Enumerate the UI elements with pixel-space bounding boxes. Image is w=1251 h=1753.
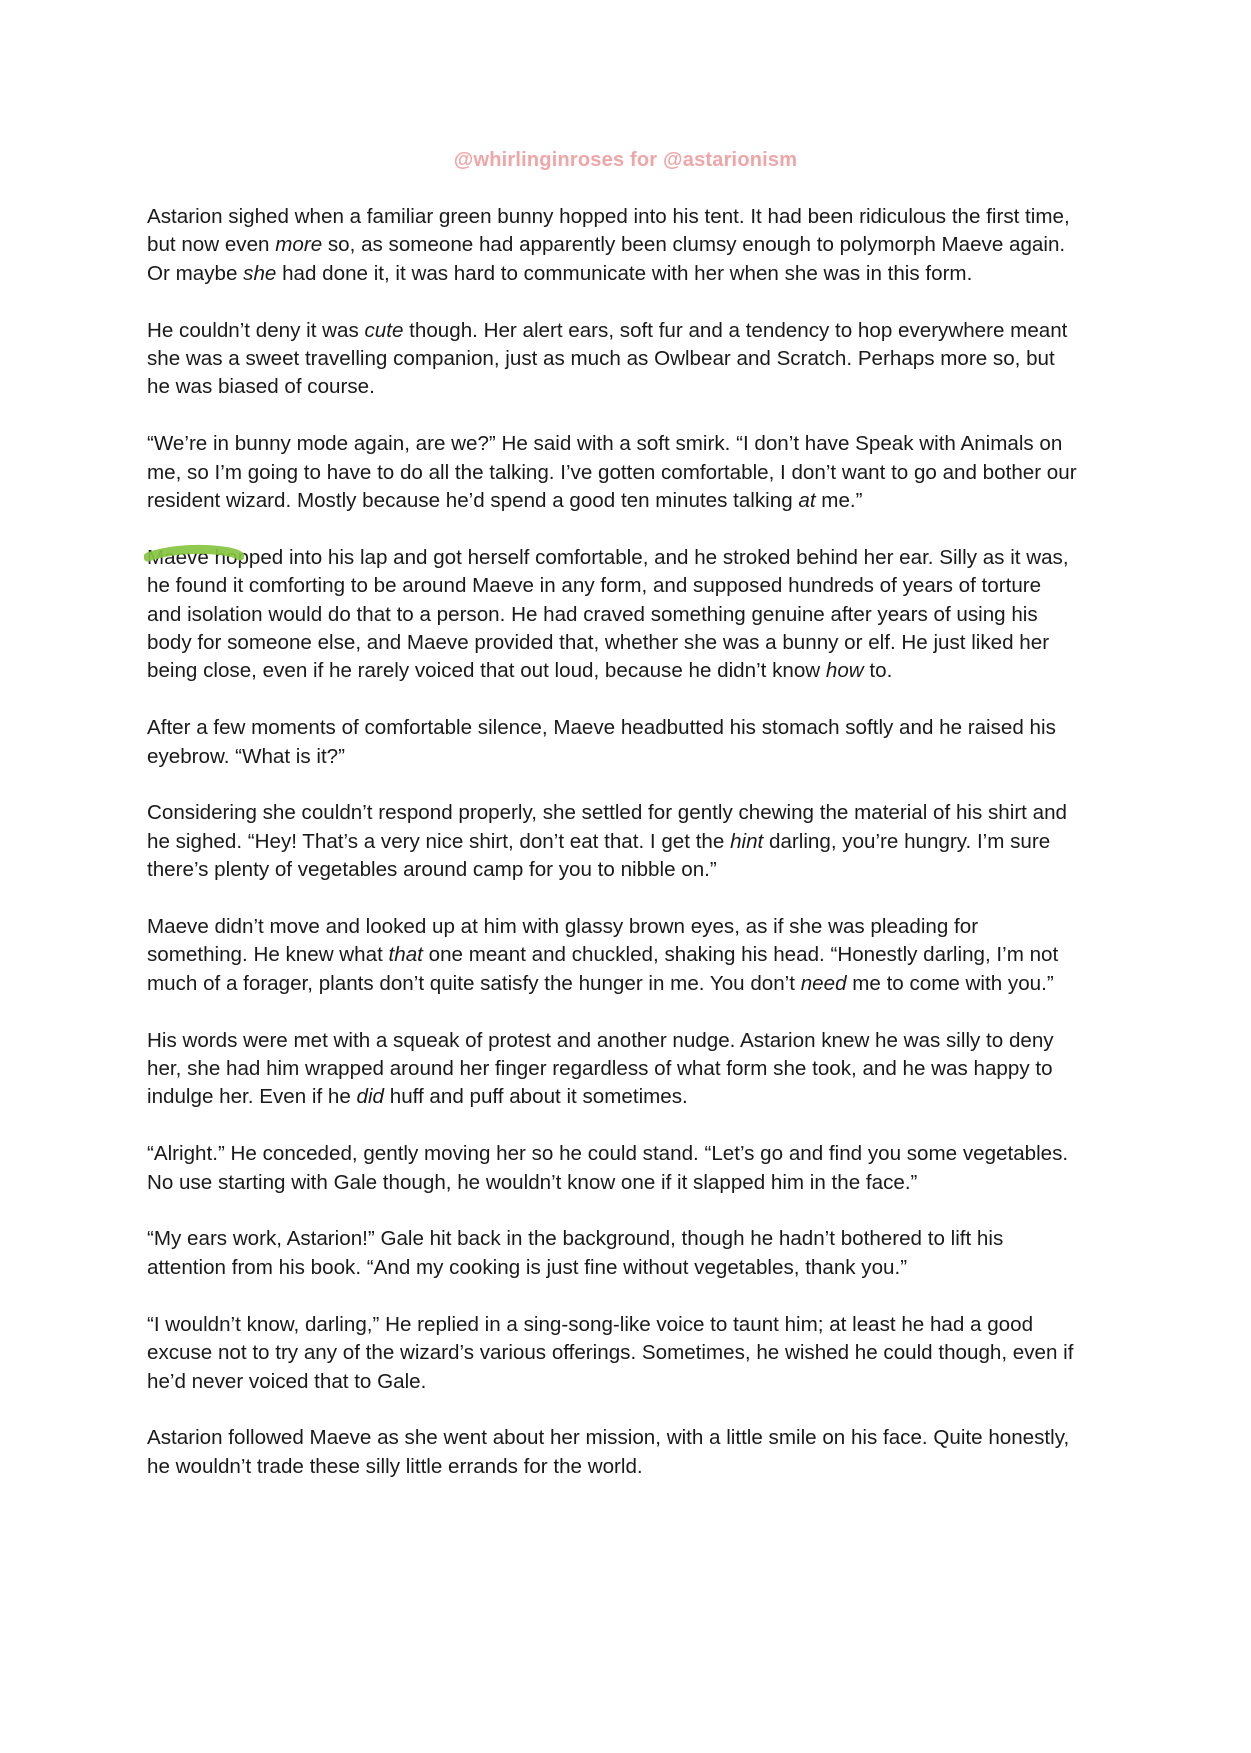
text-line	[147, 1083, 1127, 1111]
text-run: eyebrow. “What is it?”	[147, 744, 345, 768]
text-line	[147, 601, 1127, 629]
text-line	[147, 1453, 1127, 1481]
text-run: much of a forager, plants don’t quite satisfy the hunger in me. You don’t	[147, 971, 801, 995]
text-run: her, she had him wrapped around her finger regardless of what form she took, and he was happy to	[147, 1057, 1053, 1081]
text-line	[147, 260, 1127, 288]
green-highlighter-mark	[144, 544, 244, 566]
text-run: His words were met with a squeak of protest and another nudge. Astarion knew he was silly to deny	[147, 1028, 1054, 1052]
text-run: he was biased of course.	[147, 375, 375, 399]
text-run: “We’re in bunny mode again, are we?” He said with a soft smirk. “I don’t have Speak with Animals on	[147, 432, 1063, 456]
italic-text: need	[800, 971, 847, 995]
paragraph	[147, 1140, 1127, 1197]
text-run: but now even	[147, 233, 276, 257]
text-line	[147, 1225, 1127, 1253]
text-line	[147, 714, 1127, 742]
text-line	[147, 913, 1127, 941]
text-run: he found it comforting to be around Maeve in any form, and supposed hundreds of years of torture	[147, 574, 1042, 598]
text-run: Maeve hopped into his lap and got herself comfortable, and he stroked behind her ear. Silly as it was,	[147, 545, 1069, 569]
text-line	[147, 1339, 1127, 1367]
text-line	[147, 629, 1127, 657]
text-run: He couldn’t deny it was	[147, 318, 365, 342]
text-run: something. He knew what	[147, 943, 389, 967]
text-line	[147, 345, 1127, 373]
text-line	[147, 487, 1127, 515]
text-run: there’s plenty of vegetables around camp for you to nibble on.”	[147, 858, 717, 882]
text-run: and isolation would do that to a person. He had craved something genuine after years of using his	[147, 602, 1038, 626]
page-header-credit: @whirlinginroses for @astarionism	[453, 149, 798, 171]
text-run: Astarion followed Maeve as she went about her mission, with a little smile on his face. Quite honestly,	[147, 1426, 1070, 1450]
text-run: attention from his book. “And my cooking is just fine without vegetables, thank you.”	[147, 1255, 908, 1279]
text-run: Astarion sighed when a familiar green bunny hopped into his tent. It had been ridiculous the first time,	[147, 205, 1070, 228]
text-line	[147, 430, 1127, 458]
text-line	[147, 1424, 1127, 1452]
text-run: so, as someone had apparently been clumsy enough to polymorph Maeve again.	[322, 233, 1066, 257]
text-line	[147, 1254, 1127, 1282]
text-line	[147, 317, 1127, 345]
paragraph	[147, 799, 1127, 884]
text-run: “My ears work, Astarion!” Gale hit back in the background, though he hadn’t bothered to lift his	[147, 1227, 1004, 1251]
text-line	[147, 1055, 1127, 1083]
text-run: though. Her alert ears, soft fur and a tendency to hop everywhere meant	[403, 318, 1068, 342]
text-line	[147, 544, 1127, 572]
text-line	[147, 743, 1127, 771]
text-run: huff and puff about it sometimes.	[384, 1085, 688, 1109]
italic-text: how	[825, 659, 864, 683]
text-run: he wouldn’t trade these silly little errands for the world.	[147, 1454, 643, 1478]
text-line	[147, 941, 1127, 969]
text-run: she was a sweet travelling companion, just as much as Owlbear and Scratch. Perhaps more so, but	[147, 347, 1055, 371]
italic-text: she	[243, 261, 277, 285]
text-run: No use starting with Gale though, he wouldn’t know one if it slapped him in the face.”	[147, 1170, 918, 1194]
paragraph	[147, 1027, 1127, 1112]
story-body	[147, 203, 1127, 1510]
text-line	[147, 1169, 1127, 1197]
text-line	[147, 970, 1127, 998]
text-run: darling, you’re hungry. I’m sure	[763, 829, 1051, 853]
italic-text: that	[388, 943, 423, 967]
text-run: me.”	[815, 489, 863, 513]
paragraph	[147, 203, 1127, 288]
text-line	[147, 1368, 1127, 1396]
text-run: indulge her. Even if he	[147, 1085, 357, 1109]
text-run: one meant and chuckled, shaking his head. “Honestly darling, I’m not	[422, 943, 1059, 967]
text-line	[147, 459, 1127, 487]
text-run: Maeve didn’t move and looked up at him with glassy brown eyes, as if she was pleading for	[147, 915, 979, 939]
paragraph	[147, 1311, 1127, 1396]
text-line	[147, 373, 1127, 401]
paragraph	[147, 714, 1127, 771]
text-run: me, so I’m going to have to do all the talking. I’ve gotten comfortable, I don’t want to go and bother our	[147, 460, 1077, 484]
paragraph	[147, 544, 1127, 686]
text-line	[147, 657, 1127, 685]
italic-text: cute	[364, 318, 404, 342]
italic-text: more	[275, 233, 323, 257]
text-run: he’d never voiced that to Gale.	[147, 1369, 427, 1393]
text-run: being close, even if he rarely voiced that out loud, because he didn’t know	[147, 659, 826, 683]
text-run: “I wouldn’t know, darling,” He replied in a sing-song-like voice to taunt him; at least he had a good	[147, 1312, 1034, 1336]
text-line	[147, 572, 1127, 600]
text-line	[147, 1311, 1127, 1339]
paragraph	[147, 1225, 1127, 1282]
text-line	[147, 203, 1127, 231]
paragraph	[147, 317, 1127, 402]
text-run: body for someone else, and Maeve provided that, whether she was a bunny or elf. He just liked her	[147, 631, 1050, 655]
text-line	[147, 828, 1127, 856]
italic-text: did	[356, 1085, 385, 1109]
italic-text: at	[798, 489, 816, 513]
text-line	[147, 1140, 1127, 1168]
paragraph	[147, 1424, 1127, 1481]
text-line	[147, 799, 1127, 827]
text-run: excuse not to try any of the wizard’s various offerings. Sometimes, he wished he could though, even if	[147, 1341, 1074, 1365]
text-run: Considering she couldn’t respond properly, she settled for gently chewing the material of his shirt and	[147, 801, 1067, 825]
text-run: to.	[863, 659, 893, 683]
paragraph	[147, 913, 1127, 998]
text-line	[147, 856, 1127, 884]
paragraph	[147, 430, 1127, 515]
text-run: Or maybe	[147, 261, 244, 285]
italic-text: hint	[730, 829, 764, 853]
text-run: he sighed. “Hey! That’s a very nice shirt, don’t eat that. I get the	[147, 829, 731, 853]
text-run: After a few moments of comfortable silence, Maeve headbutted his stomach softly and he raised his	[147, 716, 1056, 740]
text-run: resident wizard. Mostly because he’d spend a good ten minutes talking	[147, 489, 799, 513]
text-line	[147, 1027, 1127, 1055]
text-line	[147, 231, 1127, 259]
text-run: me to come with you.”	[846, 971, 1054, 995]
text-run: “Alright.” He conceded, gently moving her so he could stand. “Let’s go and find you some vegetables.	[147, 1142, 1069, 1166]
text-run: had done it, it was hard to communicate with her when she was in this form.	[276, 261, 973, 285]
